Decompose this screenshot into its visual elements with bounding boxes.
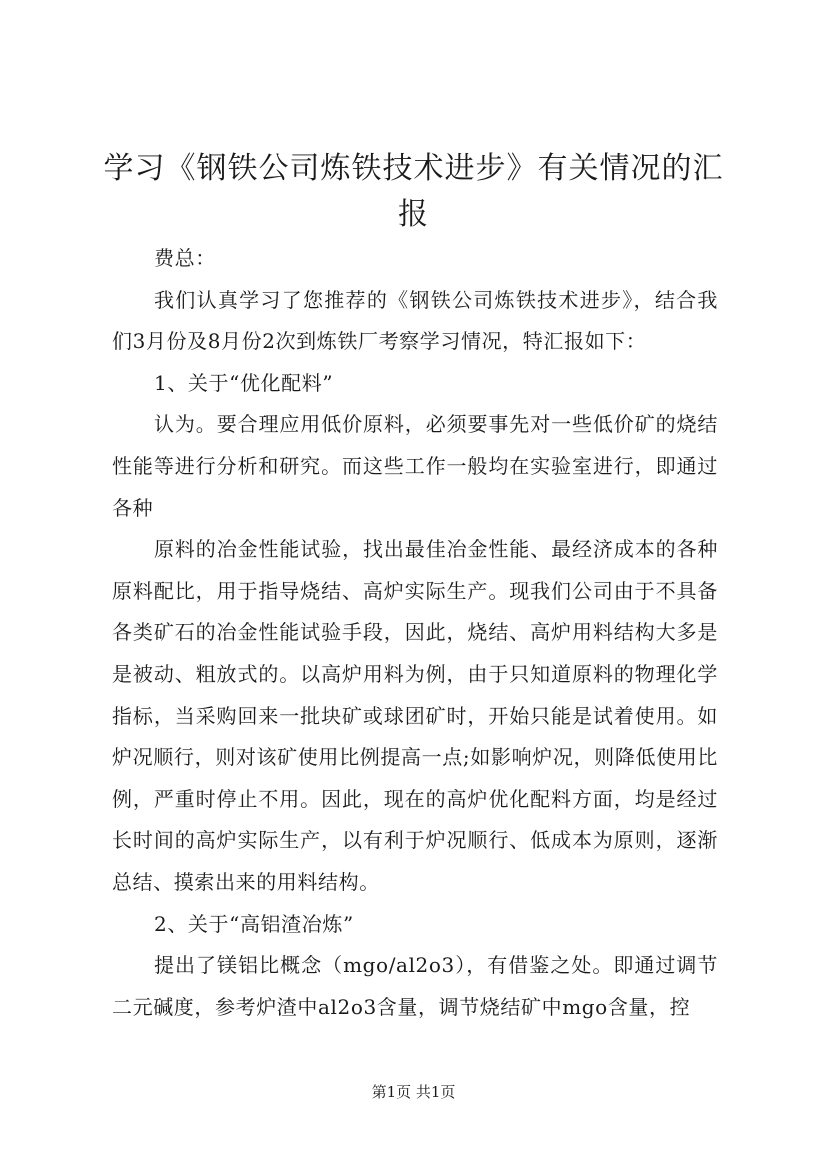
page-footer: 第1页 共1页 — [371, 1083, 456, 1101]
document-title: 学习《钢铁公司炼铁技术进步》有关情况的汇报 — [103, 151, 724, 232]
paragraph-3: 提出了镁铝比概念（mgo/al2o3），有借鉴之处。即通过调节二元碱度，参考炉渣中al2o3含量，调节烧结矿中mgo含量，控 — [112, 953, 718, 1019]
section-heading-1: 1、关于“优化配料” — [154, 370, 334, 395]
intro-paragraph: 我们认真学习了您推荐的《钢铁公司炼铁技术进步》，结合我们3月份及8月份2次到炼铁厂考察学习情况，特汇报如下： — [112, 287, 718, 354]
section-heading-2: 2、关于“高铝渣冶炼” — [154, 911, 354, 936]
document-body — [112, 238, 718, 1028]
paragraph-1: 认为。要合理应用低价原料，必须要事先对一些低价矿的烧结性能等进行分析和研究。而这些工作一般均在实验室进行，即通过各种 — [112, 412, 718, 520]
paragraph-2: 原料的冶金性能试验，找出最佳冶金性能、最经济成本的各种原料配比，用于指导烧结、高炉实际生产。现我们公司由于不具备各类矿石的冶金性能试验手段，因此，烧结、高炉用料结构大多是是被动、粗放式的。以高炉用料为例，由于只知道原料的物理化学指标，当采购回来一批块矿或球团矿时，开始只能是试着使用。如炉况顺行，则对该矿使用比例提高一点;如影响炉况，则降低使用比例，严重时停止不用。因此，现在的高炉优化配料方面，均是经过长时间的高炉实际生产，以有利于炉况顺行、低成本为原则，逐渐总结、摸索出来的用料结构。 — [112, 537, 718, 894]
salutation: 费总： — [154, 246, 216, 270]
